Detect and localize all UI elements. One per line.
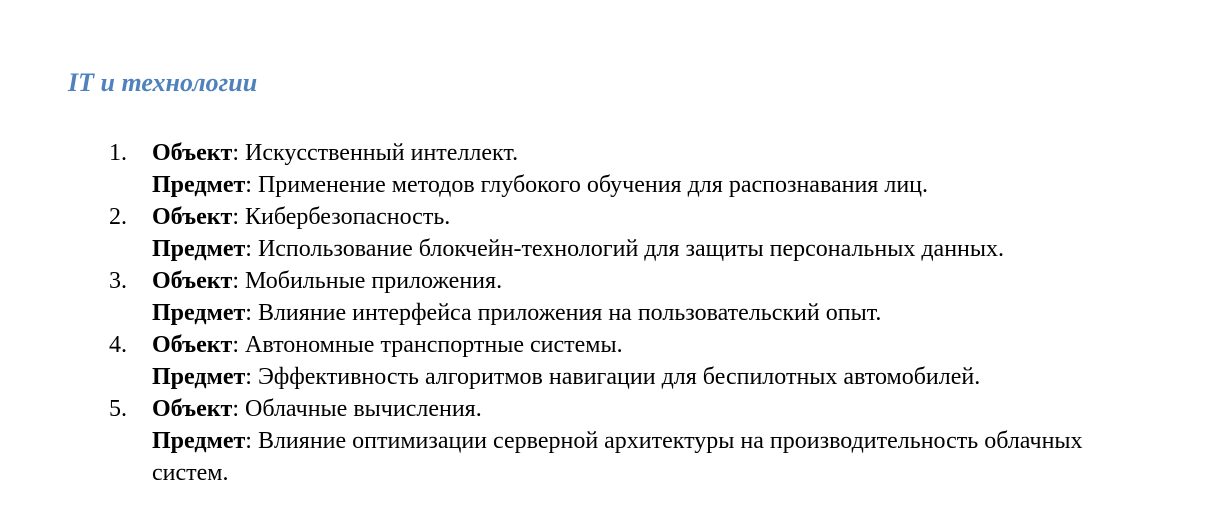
subject-text: : Эффективность алгоритмов навигации для беспилотных автомобилей. [245,364,981,390]
subject-text: : Влияние интерфейса приложения на пользовательский опыт. [245,300,882,326]
subject-line [152,233,1209,265]
object-text: : Автономные транспортные системы. [232,332,623,358]
item-number: 2. [109,204,127,230]
subject-line [152,425,1142,489]
subject-line [152,169,1209,201]
object-label: Объект [152,140,233,166]
object-line [152,393,1209,425]
subject-text: : Применение методов глубокого обучения для распознавания лиц. [245,172,929,198]
topics-list [0,137,1209,489]
subject-label: Предмет [152,428,246,454]
list-item [0,329,1209,393]
item-number: 3. [109,268,127,294]
object-line [152,265,1209,297]
subject-label: Предмет [152,172,246,198]
object-label: Объект [152,204,233,230]
list-item [0,265,1209,329]
object-text: : Кибербезопасность. [232,204,451,230]
list-item [0,137,1209,201]
subject-text: : Использование блокчейн-технологий для защиты персональных данных. [245,236,1005,262]
item-number: 5. [109,396,127,422]
section-heading: IT и технологии [68,68,258,97]
object-text: : Искусственный интеллект. [232,140,519,166]
object-label: Объект [152,268,233,294]
object-label: Объект [152,332,233,358]
object-line [152,137,1209,169]
list-item [0,201,1209,265]
object-label: Объект [152,396,233,422]
object-line [152,329,1209,361]
object-line [152,201,1209,233]
subject-label: Предмет [152,364,246,390]
subject-label: Предмет [152,300,246,326]
subject-label: Предмет [152,236,246,262]
list-item [0,393,1209,489]
subject-line [152,297,1209,329]
subject-text: : Влияние оптимизации серверной архитектуры на производительность облачных систем. [152,428,1083,486]
subject-line [152,361,1209,393]
item-number: 1. [109,140,127,166]
item-number: 4. [109,332,127,358]
object-text: : Облачные вычисления. [232,396,482,422]
object-text: : Мобильные приложения. [232,268,503,294]
